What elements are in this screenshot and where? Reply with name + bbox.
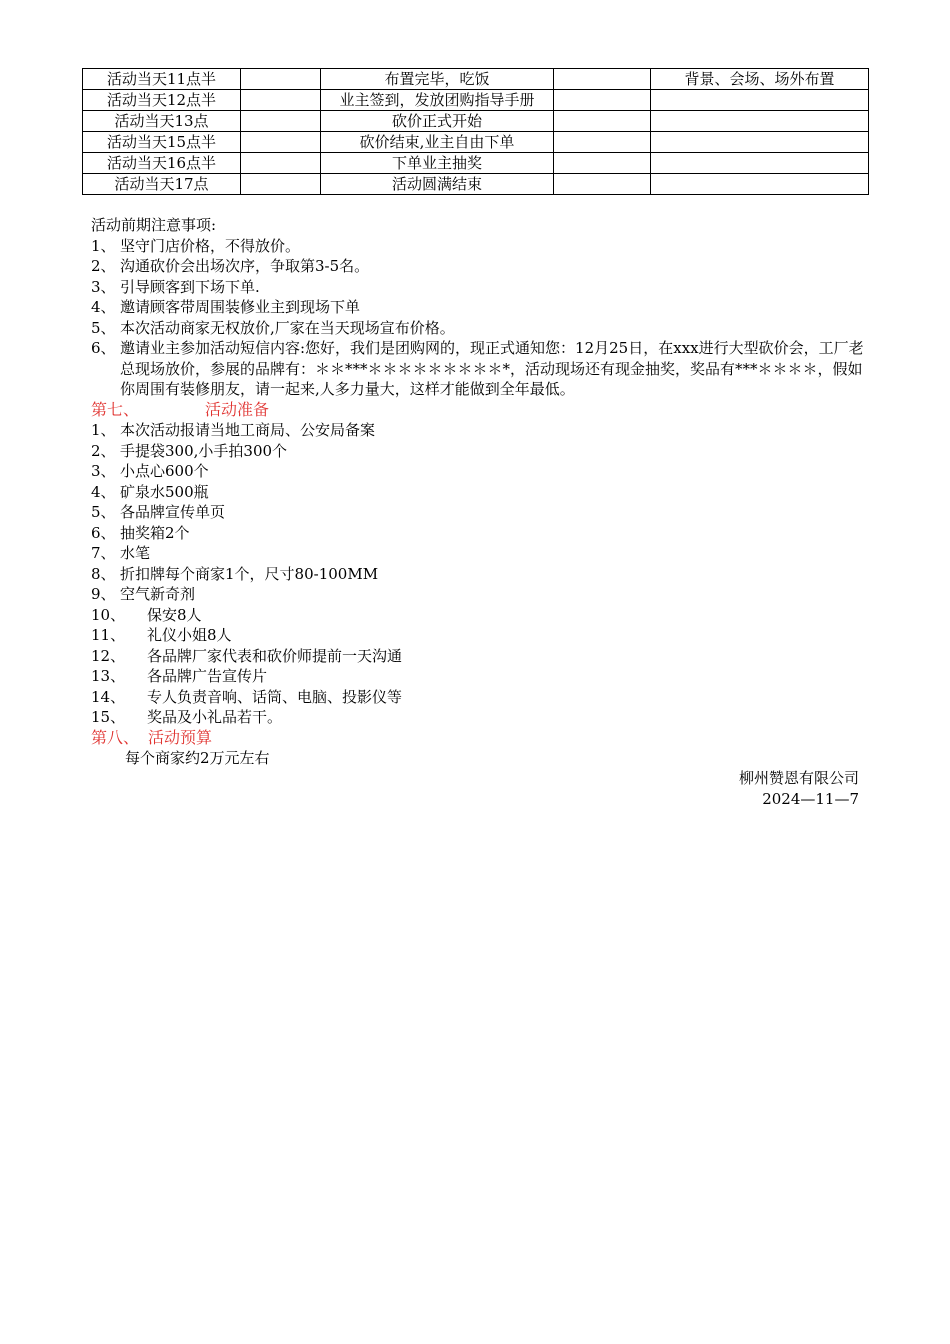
schedule-cell-col2 — [241, 132, 321, 153]
schedule-cell-col4 — [554, 153, 651, 174]
list-item — [91, 543, 866, 564]
list-item — [91, 338, 866, 400]
list-item-text: 保安8人 — [147, 605, 202, 624]
schedule-cell-col5 — [651, 132, 869, 153]
schedule-cell-col5 — [651, 111, 869, 132]
list-item — [91, 707, 866, 728]
list-item-text: 各品牌宣传单页 — [120, 503, 226, 521]
list-item — [91, 461, 866, 482]
schedule-cell-col2 — [241, 153, 321, 174]
list-item-number: 1、 — [91, 236, 116, 255]
section8-text: 每个商家约2万元左右 — [125, 749, 270, 767]
schedule-cell-activity: 布置完毕，吃饭 — [321, 69, 554, 90]
list-item-text: 抽奖箱2个 — [120, 523, 190, 542]
list-item-text: 礼仪小姐8人 — [147, 626, 232, 644]
schedule-cell-time: 活动当天17点 — [83, 174, 241, 195]
schedule-cell-col4 — [554, 132, 651, 153]
list-item — [91, 297, 866, 318]
list-item-text: 各品牌厂家代表和砍价师提前一天沟通 — [147, 646, 403, 665]
schedule-cell-time: 活动当天11点半 — [83, 69, 241, 90]
notes-block — [91, 215, 866, 769]
list-item — [91, 605, 866, 626]
schedule-cell-col2 — [241, 111, 321, 132]
list-item — [91, 523, 866, 544]
list-item-text: 邀请业主参加活动短信内容:您好，我们是团购网的，现正式通知您：12月25日，在xxx进行大型砍价会，工厂老总现场放价，参展的品牌有：＊＊***＊＊＊＊＊＊＊＊＊*，活动现场还有现金抽奖，奖品有***＊＊＊＊，假如你周围有装修朋友，请一起来,人多力量大，这样才能做到全年最低。 — [120, 339, 864, 398]
list-item-text: 本次活动报请当地工商局、公安局备案 — [120, 421, 376, 439]
schedule-cell-time: 活动当天13点 — [83, 111, 241, 132]
schedule-cell-activity: 下单业主抽奖 — [321, 153, 554, 174]
schedule-row — [83, 111, 869, 132]
list-item-number: 8、 — [91, 564, 116, 583]
section7-title: 活动准备 — [205, 399, 270, 419]
list-item-number: 12、 — [91, 646, 126, 665]
list-item — [91, 646, 866, 667]
schedule-cell-col5 — [651, 90, 869, 111]
list-item-number: 4、 — [91, 298, 116, 316]
list-item-text: 各品牌广告宣传片 — [147, 667, 268, 685]
list-item-text: 沟通砍价会出场次序，争取第3-5名。 — [120, 257, 370, 275]
schedule-cell-activity: 业主签到，发放团购指导手册 — [321, 90, 554, 111]
schedule-cell-col2 — [241, 174, 321, 195]
schedule-cell-time: 活动当天15点半 — [83, 132, 241, 153]
list-item-text: 奖品及小礼品若干。 — [147, 708, 283, 726]
list-item — [91, 666, 866, 687]
list-item — [91, 584, 866, 605]
list-item-number: 14、 — [91, 687, 126, 706]
schedule-cell-col2 — [241, 90, 321, 111]
section8-number: 第八、 — [91, 727, 140, 747]
schedule-body — [83, 69, 869, 195]
list-item — [91, 482, 866, 503]
list-item — [91, 256, 866, 277]
list-item — [91, 318, 866, 339]
schedule-cell-col4 — [554, 90, 651, 111]
list-item-number: 5、 — [91, 318, 116, 337]
signature-date: 2024—11—7 — [762, 789, 859, 808]
schedule-cell-col2 — [241, 69, 321, 90]
schedule-cell-time: 活动当天12点半 — [83, 90, 241, 111]
company-name: 柳州赞恩有限公司 — [738, 769, 859, 787]
list-item-number: 3、 — [91, 277, 116, 296]
list-item-text: 坚守门店价格，不得放价。 — [120, 236, 301, 255]
list-item-number: 7、 — [91, 544, 116, 562]
list-item-number: 6、 — [91, 339, 116, 357]
list-item-text: 矿泉水500瓶 — [120, 482, 209, 501]
list-item-number: 11、 — [91, 626, 126, 644]
list-item-number: 10、 — [91, 605, 126, 624]
section8-heading — [91, 728, 866, 749]
section8-title: 活动预算 — [148, 727, 213, 747]
list-item-number: 9、 — [91, 585, 116, 603]
list-item-text: 邀请顾客带周围装修业主到现场下单 — [120, 298, 361, 316]
schedule-cell-col5 — [651, 174, 869, 195]
schedule-cell-time: 活动当天16点半 — [83, 153, 241, 174]
list-item-text: 水笔 — [120, 544, 151, 562]
list-item-text: 小点心600个 — [120, 462, 209, 480]
schedule-cell-activity: 活动圆满结束 — [321, 174, 554, 195]
schedule-row — [83, 153, 869, 174]
list-item-number: 2、 — [91, 257, 116, 275]
list-item-text: 引导顾客到下场下单. — [120, 277, 260, 296]
schedule-row — [83, 90, 869, 111]
schedule-row — [83, 69, 869, 90]
list-item-number: 5、 — [91, 503, 116, 521]
schedule-row — [83, 132, 869, 153]
list-item-text: 专人负责音响、话筒、电脑、投影仪等 — [147, 687, 403, 706]
schedule-cell-col5 — [651, 153, 869, 174]
list-item-number: 2、 — [91, 441, 116, 460]
schedule-cell-activity: 砍价结束,业主自由下单 — [321, 132, 554, 153]
section7-number: 第七、 — [91, 399, 140, 419]
schedule-cell-col5: 背景、会场、场外布置 — [651, 69, 869, 90]
notes-title: 活动前期注意事项: — [91, 216, 217, 234]
list-item — [91, 441, 866, 462]
list-item-text: 本次活动商家无权放价,厂家在当天现场宣布价格。 — [120, 318, 455, 337]
schedule-cell-col4 — [554, 111, 651, 132]
signature-block — [739, 768, 859, 809]
list-item-number: 3、 — [91, 462, 116, 480]
list-item-number: 1、 — [91, 421, 116, 439]
list-item — [91, 687, 866, 708]
list-item-text: 折扣牌每个商家1个，尺寸80-100MM — [120, 564, 379, 583]
list-item — [91, 502, 866, 523]
list-item-number: 13、 — [91, 667, 126, 685]
schedule-cell-activity: 砍价正式开始 — [321, 111, 554, 132]
schedule-cell-col4 — [554, 174, 651, 195]
list-item — [91, 236, 866, 257]
list-item-number: 6、 — [91, 523, 116, 542]
list-item-text: 手提袋300,小手拍300个 — [120, 441, 288, 460]
list-item — [91, 420, 866, 441]
notes-list — [91, 236, 866, 400]
section7-list — [91, 420, 866, 728]
list-item-text: 空气新奇剂 — [120, 585, 196, 603]
schedule-table — [82, 68, 869, 195]
schedule-row — [83, 174, 869, 195]
list-item-number: 15、 — [91, 708, 126, 726]
section7-heading — [91, 400, 866, 421]
list-item — [91, 277, 866, 298]
schedule-cell-col4 — [554, 69, 651, 90]
list-item — [91, 625, 866, 646]
list-item — [91, 564, 866, 585]
list-item-number: 4、 — [91, 482, 116, 501]
